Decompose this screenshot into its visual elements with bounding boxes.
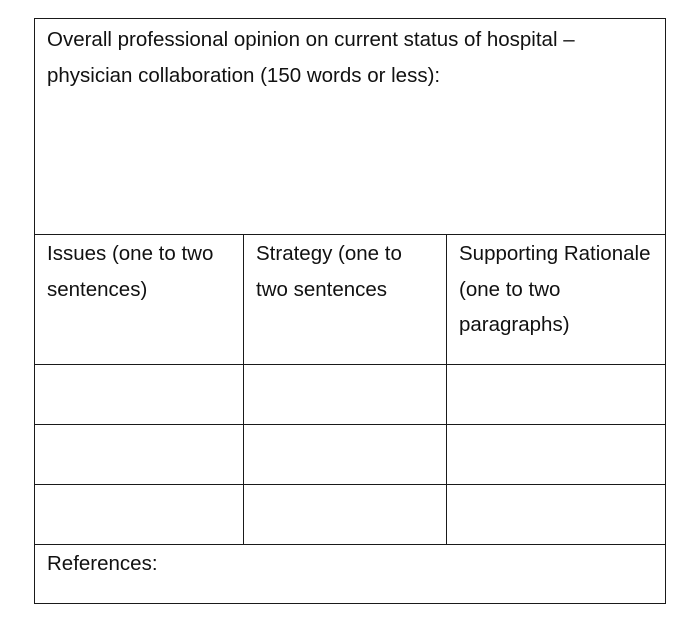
references-cell[interactable] (35, 545, 666, 604)
references-row (35, 545, 666, 604)
table-row (35, 365, 666, 425)
issue-entry-cell[interactable] (35, 485, 244, 545)
opinion-row (35, 19, 666, 235)
header-cell-strategy (244, 235, 447, 365)
opinion-cell[interactable] (35, 19, 666, 235)
references-label: References: (47, 552, 158, 575)
strategy-entry-cell[interactable] (244, 485, 447, 545)
header-row (35, 235, 666, 365)
strategy-header: Strategy (one to two sentences (256, 242, 402, 301)
rationale-header: Supporting Rationale (one to two paragraphs) (459, 242, 651, 336)
header-cell-rationale (447, 235, 666, 365)
strategy-entry-cell[interactable] (244, 365, 447, 425)
rationale-entry-cell[interactable] (447, 425, 666, 485)
form-table (34, 18, 666, 604)
header-cell-issues (35, 235, 244, 365)
rationale-entry-cell[interactable] (447, 365, 666, 425)
table-row (35, 425, 666, 485)
table-row (35, 485, 666, 545)
strategy-entry-cell[interactable] (244, 425, 447, 485)
issues-header: Issues (one to two sentences) (47, 242, 214, 301)
issue-entry-cell[interactable] (35, 365, 244, 425)
issue-entry-cell[interactable] (35, 425, 244, 485)
opinion-prompt: Overall professional opinion on current status of hospital – physician collaboration (150 words or less): (47, 28, 575, 87)
rationale-entry-cell[interactable] (447, 485, 666, 545)
